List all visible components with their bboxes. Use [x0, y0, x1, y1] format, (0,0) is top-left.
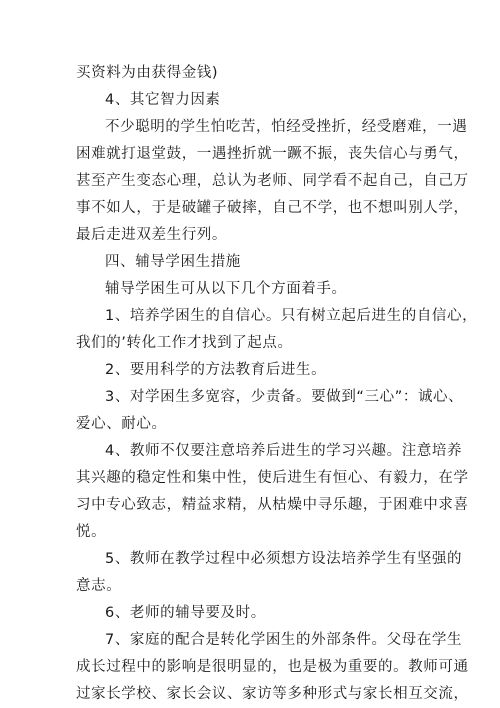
text-line: 我们的’转化工作才找到了起点。: [76, 335, 293, 351]
text-line: 1、培养学困生的自信心。只有树立起后进生的自信心，: [105, 308, 478, 324]
text-line: 其兴趣的稳定性和集中性，使后进生有恒心、有毅力，在学: [76, 470, 469, 486]
text-line: 悦。: [76, 524, 107, 540]
text-line: 成长过程中的影响是很明显的，也是极为重要的。教师可通: [76, 659, 469, 675]
text-line: 最后走进双差生行列。: [76, 227, 227, 243]
text-line: 困难就打退堂鼓，一遇挫折就一蹶不振，丧失信心与勇气，: [76, 146, 469, 162]
text-line: 6、老师的辅导要及时。: [105, 605, 266, 621]
text-line: 甚至产生变态心理，总认为老师、同学看不起自己，自己万: [76, 173, 469, 189]
text-line: 5、教师在教学过程中必须想方设法培养学生有坚强的: [105, 551, 463, 567]
section-heading: 四、辅导学困生措施: [105, 254, 241, 270]
text-line: 事不如人，于是破罐子破摔，自己不学，也不想叫别人学，: [76, 200, 469, 216]
text-line: 买资料为由获得金钱): [76, 65, 219, 81]
text-line: 不少聪明的学生怕吃苦，怕经受挫折，经受磨难，一遇: [105, 119, 468, 135]
text-line: 3、对学困生多宽容，少责备。要做到“三心”：诚心、: [105, 389, 464, 405]
text-line: 习中专心致志，精益求精，从枯燥中寻乐趣，于困难中求喜: [76, 497, 469, 513]
text-line: 爱心、耐心。: [76, 416, 167, 432]
text-line: 2、要用科学的方法教育后进生。: [105, 362, 327, 378]
text-line: 4、教师不仅要注意培养后进生的学习兴趣。注意培养: [105, 443, 463, 459]
text-line: 意志。: [76, 578, 122, 594]
text-line: 7、家庭的配合是转化学困生的外部条件。父母在学生: [105, 632, 463, 648]
text-line: 过家长学校、家长会议、家访等多种形式与家长相互交流，: [76, 686, 469, 702]
section-heading: 4、其它智力因素: [105, 92, 221, 108]
text-line: 辅导学困生可从以下几个方面着手。: [105, 281, 347, 297]
